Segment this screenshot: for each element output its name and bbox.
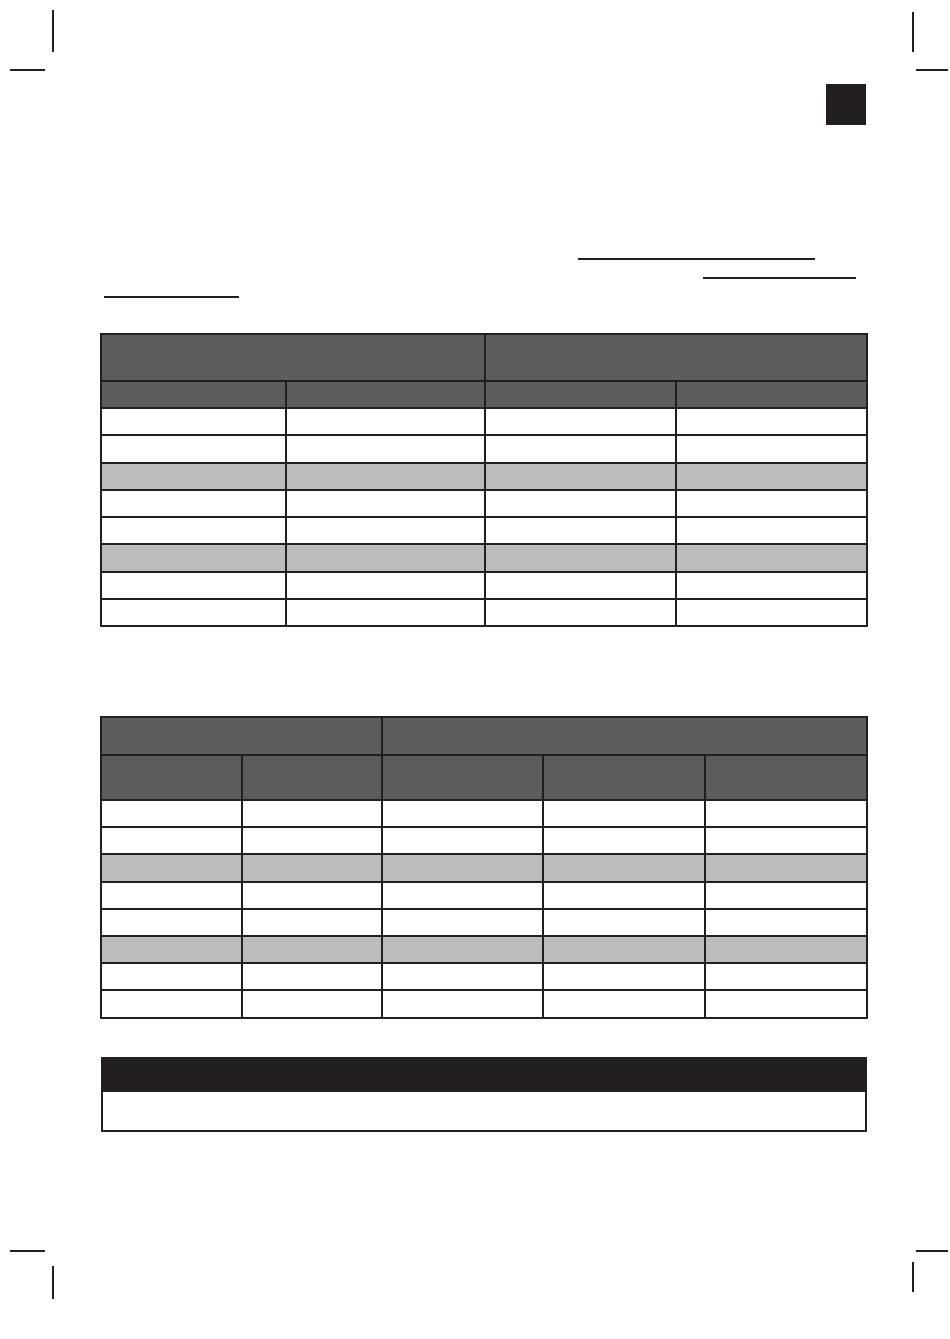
spec-table-2-row bbox=[101, 936, 867, 963]
note-box bbox=[101, 1057, 867, 1132]
spec-table-2-cell bbox=[543, 963, 705, 990]
spec-table-1-cell bbox=[676, 435, 867, 462]
spec-table-2-cell bbox=[242, 909, 382, 936]
spec-table-2-cell bbox=[382, 936, 543, 963]
spec-table-1-cell bbox=[676, 517, 867, 544]
spec-table-1-column-header-3 bbox=[485, 381, 676, 408]
spec-table-2-cell bbox=[101, 882, 242, 909]
spec-table-1-row bbox=[101, 599, 867, 626]
spec-table-2-header-row-1 bbox=[101, 717, 867, 755]
spec-table-2-cell bbox=[382, 963, 543, 990]
spec-table-1-column-header-4 bbox=[676, 381, 867, 408]
spec-table-2-cell bbox=[543, 882, 705, 909]
crop-mark-top-left-horizontal bbox=[10, 69, 45, 71]
spec-table-2-header-row-2 bbox=[101, 755, 867, 800]
spec-table-2-row bbox=[101, 800, 867, 827]
spec-table-1-cell bbox=[101, 490, 286, 517]
spec-table-1-cell bbox=[286, 599, 485, 626]
spec-table-2-cell bbox=[543, 936, 705, 963]
spec-table-2-cell bbox=[382, 990, 543, 1017]
spec-table-1-cell bbox=[286, 544, 485, 571]
spec-table-1-cell bbox=[485, 463, 676, 490]
spec-table-2-cell bbox=[543, 990, 705, 1017]
spec-table-1-header-group-1 bbox=[101, 334, 485, 381]
spec-table-1-cell bbox=[485, 517, 676, 544]
underline-rule-1 bbox=[578, 258, 815, 260]
spec-table-2-cell bbox=[242, 882, 382, 909]
spec-table-1-cell bbox=[676, 490, 867, 517]
spec-table-2-cell bbox=[543, 827, 705, 854]
spec-table-2-cell bbox=[382, 827, 543, 854]
spec-table-2-cell bbox=[543, 800, 705, 827]
spec-table-2-row bbox=[101, 854, 867, 881]
spec-table-2-cell bbox=[382, 909, 543, 936]
spec-table-1-row bbox=[101, 544, 867, 571]
spec-table-2 bbox=[100, 716, 868, 1019]
spec-table-1-cell bbox=[101, 435, 286, 462]
spec-table-2-cell bbox=[242, 963, 382, 990]
spec-table-2-column-header-1 bbox=[101, 755, 242, 800]
spec-table-2-cell bbox=[101, 936, 242, 963]
spec-table-1-cell bbox=[485, 572, 676, 599]
spec-table-2-column-header-3 bbox=[382, 755, 543, 800]
spec-table-2-cell bbox=[705, 909, 867, 936]
spec-table-2-cell bbox=[543, 854, 705, 881]
spec-table-2-cell bbox=[242, 800, 382, 827]
spec-table-1-cell bbox=[101, 599, 286, 626]
spec-table-2-body bbox=[101, 717, 867, 1018]
spec-table-2-column-header-4 bbox=[543, 755, 705, 800]
spec-table-2-cell bbox=[382, 882, 543, 909]
crop-mark-bottom-right-horizontal bbox=[916, 1250, 948, 1252]
spec-table-1-cell bbox=[101, 463, 286, 490]
spec-table-2-cell bbox=[705, 963, 867, 990]
underline-rule-2 bbox=[703, 277, 856, 279]
spec-table-1-cell bbox=[676, 408, 867, 435]
spec-table-2-cell bbox=[382, 800, 543, 827]
spec-table-1-cell bbox=[676, 544, 867, 571]
spec-table-2-cell bbox=[705, 882, 867, 909]
spec-table-2-row bbox=[101, 963, 867, 990]
crop-mark-top-right-vertical bbox=[912, 12, 914, 52]
spec-table-1-header-row-2 bbox=[101, 381, 867, 408]
spec-table-1-row bbox=[101, 435, 867, 462]
note-box-title-bar bbox=[103, 1059, 865, 1092]
spec-table-2-cell bbox=[382, 854, 543, 881]
spec-table-2-cell bbox=[242, 827, 382, 854]
spec-table-2-cell bbox=[242, 990, 382, 1017]
spec-table-2-cell bbox=[705, 800, 867, 827]
section-tab-marker bbox=[826, 84, 866, 125]
spec-table-1-cell bbox=[286, 408, 485, 435]
spec-table-2-cell bbox=[705, 990, 867, 1017]
underline-rule-3 bbox=[104, 296, 239, 298]
spec-table-1-column-header-1 bbox=[101, 381, 286, 408]
spec-table-1-header-row-1 bbox=[101, 334, 867, 381]
spec-table-2-cell bbox=[242, 936, 382, 963]
spec-table-1-column-header-2 bbox=[286, 381, 485, 408]
spec-table-2-cell bbox=[705, 854, 867, 881]
spec-table-1-cell bbox=[286, 435, 485, 462]
spec-table-2-column-header-5 bbox=[705, 755, 867, 800]
spec-table-1-row bbox=[101, 463, 867, 490]
spec-table-2-row bbox=[101, 882, 867, 909]
spec-table-2-cell bbox=[101, 909, 242, 936]
spec-table-1-cell bbox=[485, 490, 676, 517]
spec-table-2-cell bbox=[101, 854, 242, 881]
spec-table-1-cell bbox=[101, 572, 286, 599]
spec-table-2-cell bbox=[705, 936, 867, 963]
spec-table-1-cell bbox=[101, 544, 286, 571]
spec-table-2-cell bbox=[543, 909, 705, 936]
crop-mark-top-right-horizontal bbox=[916, 69, 948, 71]
spec-table-2-cell bbox=[101, 800, 242, 827]
spec-table-1-cell bbox=[676, 572, 867, 599]
spec-table-1-cell bbox=[101, 517, 286, 544]
spec-table-2-cell bbox=[101, 963, 242, 990]
spec-table-1-cell bbox=[286, 517, 485, 544]
spec-table-2-cell bbox=[242, 854, 382, 881]
spec-table-2-cell bbox=[705, 827, 867, 854]
spec-table-1-body bbox=[101, 334, 867, 626]
spec-table-1-header-group-2 bbox=[485, 334, 867, 381]
spec-table-1-cell bbox=[485, 435, 676, 462]
spec-table-1-cell bbox=[485, 408, 676, 435]
crop-mark-top-left-vertical bbox=[52, 10, 54, 52]
spec-table-2-column-header-2 bbox=[242, 755, 382, 800]
spec-table-2-header-group-1 bbox=[101, 717, 382, 755]
spec-table-1-cell bbox=[485, 599, 676, 626]
crop-mark-bottom-left-horizontal bbox=[10, 1250, 45, 1252]
spec-table-2-row bbox=[101, 827, 867, 854]
spec-table-2-cell bbox=[101, 827, 242, 854]
spec-table-2-row bbox=[101, 909, 867, 936]
spec-table-1-row bbox=[101, 517, 867, 544]
spec-table-1-row bbox=[101, 408, 867, 435]
spec-table-2-cell bbox=[101, 990, 242, 1017]
spec-table-2-row bbox=[101, 990, 867, 1017]
spec-table-1-cell bbox=[286, 572, 485, 599]
spec-table-1-cell bbox=[485, 544, 676, 571]
spec-table-1-cell bbox=[101, 408, 286, 435]
spec-table-1-row bbox=[101, 490, 867, 517]
spec-table-1-cell bbox=[676, 463, 867, 490]
crop-mark-bottom-left-vertical bbox=[52, 1266, 54, 1299]
spec-table-1 bbox=[100, 333, 868, 627]
spec-table-1-row bbox=[101, 572, 867, 599]
spec-table-1-cell bbox=[286, 490, 485, 517]
spec-table-1-cell bbox=[676, 599, 867, 626]
spec-table-2-header-group-2 bbox=[382, 717, 867, 755]
spec-table-1-cell bbox=[286, 463, 485, 490]
crop-mark-bottom-right-vertical bbox=[912, 1262, 914, 1292]
